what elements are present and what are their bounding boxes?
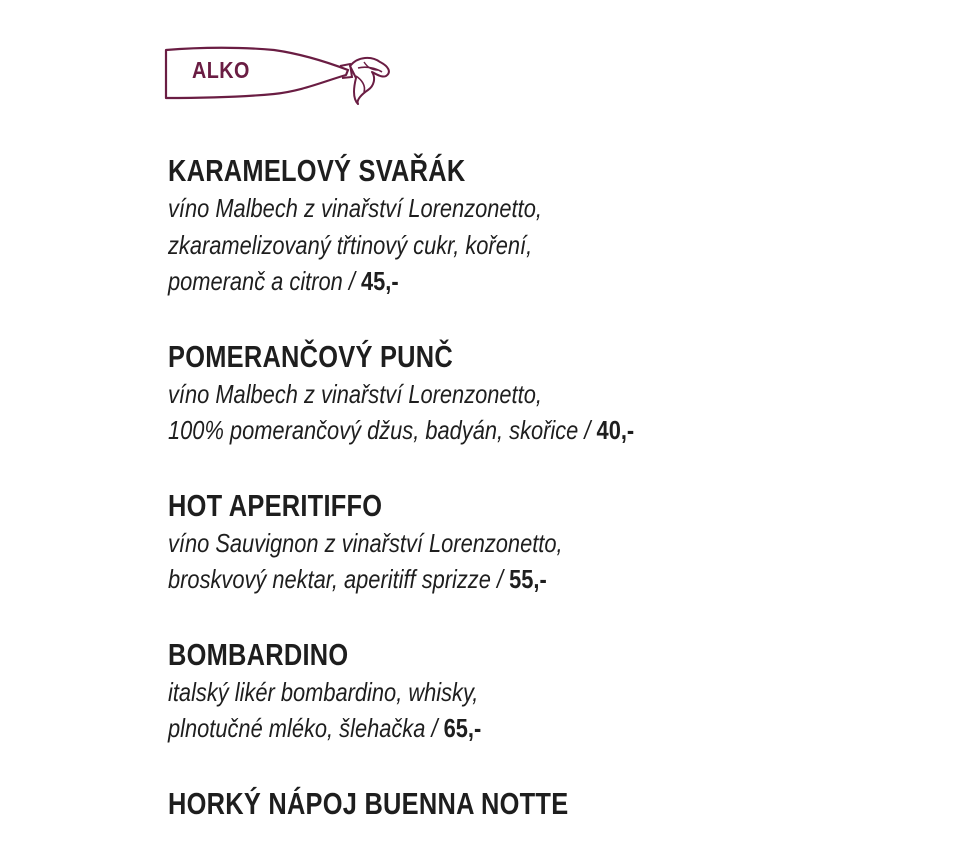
desc-line: víno Malbech z vinařství Lorenzonetto, [168,193,542,223]
menu-item [168,636,928,747]
item-price: 45,- [361,266,399,296]
section-label: ALKO [192,57,250,83]
desc-line-with-price [168,412,806,449]
drink-menu [168,152,928,861]
item-description [168,525,806,598]
desc-line: zkaramelizovaný třtinový cukr, koření, [168,229,533,260]
item-description [168,190,806,300]
section-badge [162,42,394,106]
desc-line: víno Malbech z vinařství Lorenzonetto, [168,378,542,409]
desc-line: 100% pomerančový džus, badyán, skořice / [168,415,597,445]
item-price: 65,- [443,713,482,743]
item-description [168,376,806,449]
item-price: 55,- [509,564,547,594]
item-name: POMERANČOVÝ PUNČ [168,338,454,374]
menu-item [168,152,928,300]
item-description [168,674,806,747]
item-name: BOMBARDINO [168,636,349,672]
menu-item [168,487,928,598]
desc-line: pomeranč a citron / [168,266,362,296]
desc-line-with-price [168,710,806,747]
desc-line: víno Sauvignon z vinařství Lorenzonetto, [168,527,563,558]
desc-line: italský likér bombardino, whisky, [168,676,479,707]
item-name: KARAMELOVÝ SVAŘÁK [168,153,466,188]
desc-line-with-price [168,263,806,300]
desc-line: broskvový nektar, aperitiff sprizze / [168,564,510,594]
menu-item [168,338,928,449]
item-name: HOT APERITIFFO [168,487,383,523]
desc-line-with-price [168,561,806,598]
desc-line: plnotučné mléko, šlehačka / [168,713,444,743]
item-price: 40,- [596,415,635,445]
item-name: HORKÝ NÁPOJ BUENNA NOTTE [168,785,569,821]
menu-item [168,785,928,823]
